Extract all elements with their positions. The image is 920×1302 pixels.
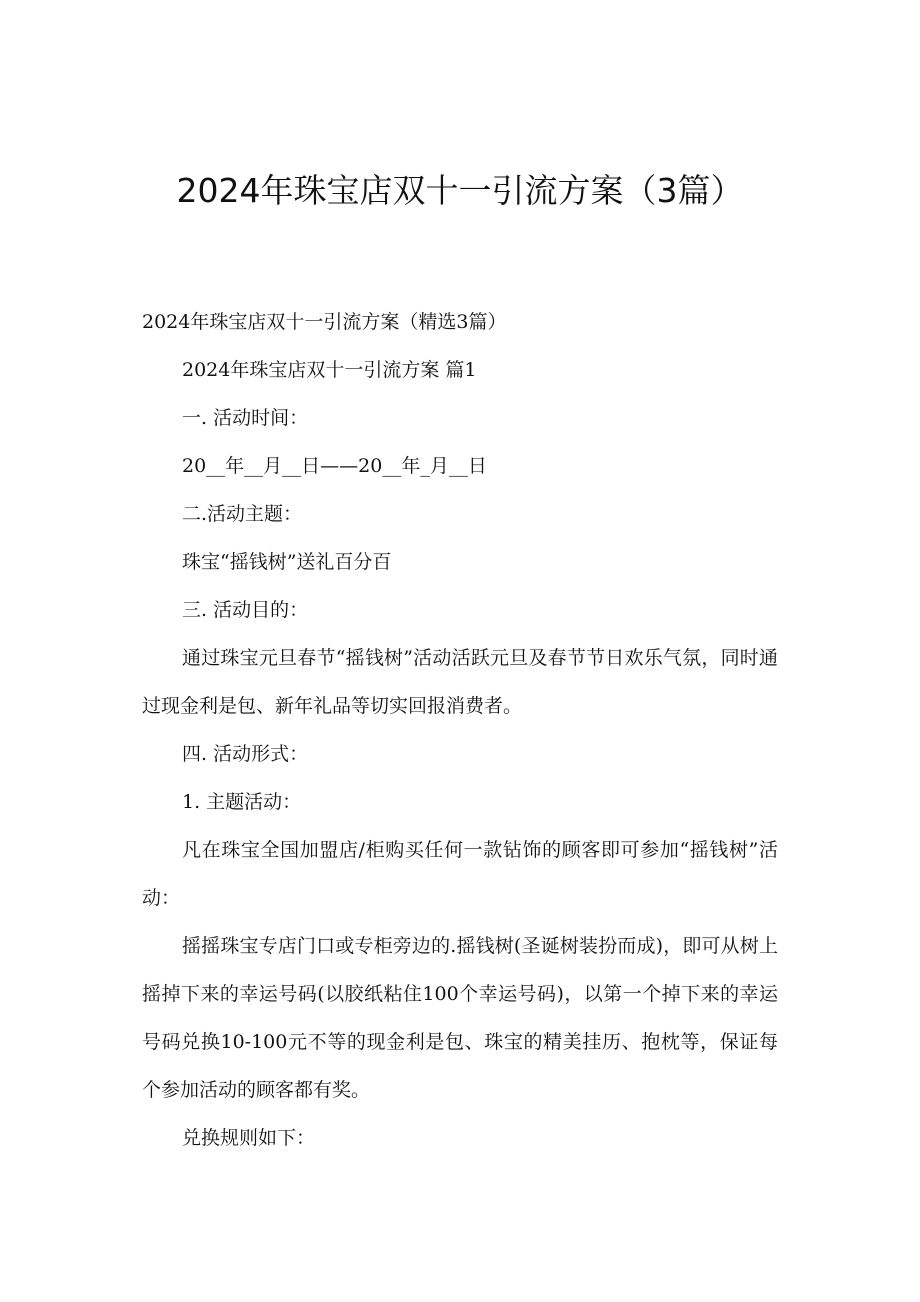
date-line: 20__年__月__日——20__年_月__日 — [182, 455, 487, 477]
document-body — [142, 298, 778, 1162]
section-heading: 二.活动主题： — [182, 503, 303, 525]
section-heading: 四. 活动形式： — [182, 743, 309, 765]
activity-detail-paragraph: 摇摇珠宝专店门口或专柜旁边的.摇钱树(圣诞树装扮而成)，即可从树上摇掉下来的幸运号码(以胶纸粘住100个幸运号码)，以第一个掉下来的幸运号码兑换10-100元不等的现金利是包、珠宝的精美挂历、抱枕等，保证每个参加活动的顾客都有奖。 — [142, 935, 778, 1101]
document-title: 2024年珠宝店双十一引流方案（3篇） — [176, 171, 744, 211]
section-heading: 三. 活动目的： — [182, 599, 309, 621]
section-heading: 2024年珠宝店双十一引流方案 篇1 — [182, 359, 477, 381]
theme-line: 珠宝“摇钱树”送礼百分百 — [182, 551, 392, 573]
purpose-paragraph: 通过珠宝元旦春节“摇钱树”活动活跃元旦及春节节日欢乐气氛，同时通过现金利是包、新年礼品等切实回报消费者。 — [142, 647, 778, 717]
subtitle-paragraph: 2024年珠宝店双十一引流方案（精选3篇） — [142, 311, 507, 333]
rules-heading: 兑换规则如下： — [182, 1127, 316, 1149]
subsection-heading: 1. 主题活动： — [182, 791, 302, 813]
activity-paragraph: 凡在珠宝全国加盟店/柜购买任何一款钻饰的顾客即可参加“摇钱树”活动： — [142, 839, 778, 909]
section-heading: 一. 活动时间： — [182, 407, 309, 429]
